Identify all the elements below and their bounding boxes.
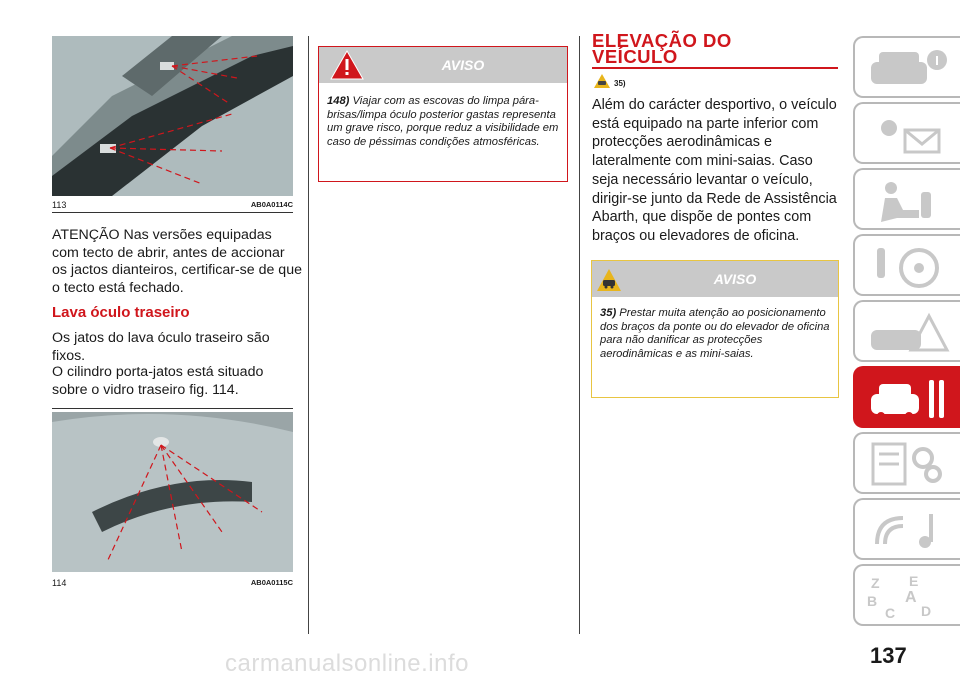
- watermark: carmanualsonline.info: [225, 650, 469, 677]
- page-number: 137: [870, 643, 907, 668]
- figure-number: 113: [52, 200, 67, 210]
- car-info-icon: [863, 42, 953, 96]
- warning-text: Viajar com as escovas do limpa pára-brisas/limpa óculo posterior gastas representa um grave risco, porque reduz a visibilidade em caso de péssimas condições atmosféricas.: [327, 95, 559, 148]
- warning-title: AVISO: [441, 57, 485, 73]
- rear-washer-heading: Lava óculo traseiro: [52, 304, 190, 321]
- technical-data-icon: [863, 438, 953, 492]
- rear-jets-paragraph: Os jatos do lava óculo traseiro são fixos.: [52, 330, 270, 364]
- caution-text: Prestar muita atenção ao posicionamento dos braços da ponte ou do elevador de oficina para não danificar as protecções aerodinâmicas e as mini-saias.: [600, 307, 830, 360]
- figure-113-caption: [52, 200, 293, 210]
- svg-text:B: B: [867, 593, 878, 609]
- caution-number: 35): [600, 307, 617, 319]
- alphabetical-index-icon: [863, 570, 953, 624]
- column-divider: [308, 36, 309, 634]
- title-rule: [592, 67, 838, 69]
- tab-car-info[interactable]: [853, 36, 960, 98]
- warning-number: 148): [327, 95, 350, 107]
- safety-seat-icon: [863, 174, 953, 228]
- tab-technical-data[interactable]: [853, 432, 960, 494]
- svg-text:Z: Z: [871, 575, 880, 591]
- svg-text:C: C: [885, 605, 896, 621]
- figure-code: AB0A0114C: [250, 200, 293, 209]
- figure-113-windscreen-jets: [52, 36, 293, 196]
- svg-text:A: A: [905, 589, 917, 606]
- multimedia-icon: [863, 504, 953, 558]
- svg-text:E: E: [909, 573, 919, 589]
- figure-114-rear-washer: [52, 412, 293, 572]
- caution-title: AVISO: [713, 271, 757, 287]
- lifting-paragraph: Além do carácter desportivo, o veículo está equipado na parte inferior com protecções aerodinâmicas e lateralmente com mini-saias. Caso seja necessário levantar o veículo, dirigir-se junto da Rede de Assistência Abarth, que dispõe de pontes com braços ou elevadores de oficina.: [592, 97, 837, 244]
- emergency-car-icon: [863, 306, 953, 360]
- caution-box: [591, 260, 839, 398]
- figure-rule: [52, 408, 293, 409]
- warning-header: [319, 47, 567, 83]
- figure-rule: [52, 212, 293, 213]
- figure-number: 114: [52, 578, 67, 588]
- figure-114-caption: [52, 578, 293, 588]
- attention-paragraph: ATENÇÃO Nas versões equipadas com tecto de abrir, antes de accionar os jactos dianteiros, certificar-se de que o tecto está fechado.: [52, 227, 302, 296]
- rear-cylinder-paragraph: O cilindro porta-jatos está situado sobre o vidro traseiro fig. 114.: [52, 364, 264, 398]
- tab-safety[interactable]: [853, 168, 960, 230]
- svg-text:D: D: [921, 603, 932, 619]
- tab-emergency[interactable]: [853, 300, 960, 362]
- caution-car-icon: [593, 73, 611, 89]
- maintenance-car-icon: [863, 372, 953, 426]
- tab-starting-driving[interactable]: [853, 234, 960, 296]
- tab-multimedia[interactable]: [853, 498, 960, 560]
- tab-maintenance[interactable]: [853, 366, 960, 428]
- caution-header: [592, 261, 838, 297]
- steering-key-icon: [863, 240, 953, 294]
- figure-code: AB0A0115C: [250, 578, 293, 587]
- warning-box: [318, 46, 568, 182]
- reference-number: 35): [614, 79, 626, 88]
- page-title: ELEVAÇÃO DO VEÍCULO: [592, 30, 732, 67]
- caution-body: [592, 297, 838, 361]
- warning-lights-icon: [863, 108, 953, 162]
- tab-index[interactable]: [853, 564, 960, 626]
- column-divider: [579, 36, 580, 634]
- tab-warning-lights[interactable]: [853, 102, 960, 164]
- warning-body: [319, 83, 567, 149]
